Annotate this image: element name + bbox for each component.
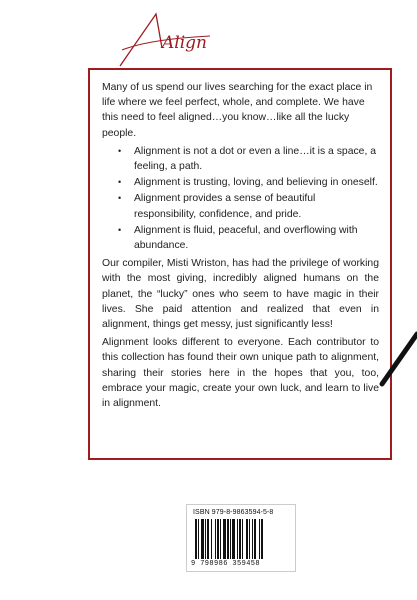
alignment-bullet-list <box>102 144 379 253</box>
closing-paragraph: Alignment looks different to everyone. Each contributor to this collection has found their own unique path to alignment, sharing their stories here in the hopes that you, too, embrace your magic, create your own luck, and learn to live in alignment. <box>102 337 379 410</box>
isbn-barcode-box <box>186 504 296 572</box>
barcode-bar <box>232 519 235 559</box>
align-logo-graphic <box>112 8 212 70</box>
barcode-bar <box>259 519 260 559</box>
isbn-label: ISBN 979-8-9863594-5-8 <box>193 509 274 516</box>
bullet-text: Alignment is trusting, loving, and believing in oneself. <box>134 177 378 189</box>
barcode-bar <box>220 519 221 559</box>
logo-text: Align <box>162 33 207 53</box>
compiler-paragraph: Our compiler, Misti Wriston, has had the privilege of working with the most giving, incredibly aligned humans on the planet, the “lucky” ones who seem to have magic in their lives. She paid attention and realized that even in alignment, things get messy, just significantly less! <box>102 258 379 331</box>
bullet-text: Alignment is not a dot or even a line…it is a space, a feeling, a path. <box>134 145 377 173</box>
bullet-item <box>118 175 379 190</box>
barcode-bar <box>198 519 199 559</box>
pen-icon <box>376 330 417 390</box>
barcode-bar <box>252 519 253 559</box>
barcode-number: 9 798986 359458 <box>191 560 261 568</box>
barcode-bar <box>230 519 231 559</box>
barcode-bar <box>242 519 243 559</box>
barcode-bar <box>254 519 256 559</box>
blurb-box <box>88 68 392 460</box>
barcode-bar <box>223 519 226 559</box>
barcode-bar <box>207 519 209 559</box>
barcode-bar <box>205 519 206 559</box>
align-logo <box>112 8 212 70</box>
bullet-item <box>118 223 379 253</box>
barcode-bar <box>195 519 197 559</box>
bullet-dot-icon: • <box>118 177 122 188</box>
bullet-dot-icon: • <box>118 145 122 156</box>
bullet-text: Alignment is fluid, peaceful, and overflowing with abundance. <box>134 224 358 252</box>
intro-paragraph: Many of us spend our lives searching for the exact place in life where we feel perfect, whole, and complete. We have this need to feel aligned…you know…like all the lucky people. <box>102 82 373 139</box>
bullet-text: Alignment provides a sense of beautiful responsibility, confidence, and pride. <box>134 193 316 220</box>
bullet-dot-icon: • <box>118 224 122 235</box>
back-cover <box>32 0 390 600</box>
barcode-bar <box>211 519 212 559</box>
barcode-bar <box>239 519 241 559</box>
bullet-dot-icon: • <box>118 193 122 204</box>
barcode-bar <box>201 519 204 559</box>
barcode-bar <box>246 519 248 559</box>
barcode-bar <box>249 519 250 559</box>
barcode-graphic <box>195 519 287 559</box>
bullet-item <box>118 144 379 174</box>
barcode-bar <box>237 519 238 559</box>
bullet-item <box>118 191 379 221</box>
barcode-bar <box>261 519 263 559</box>
barcode-bar <box>227 519 229 559</box>
barcode-bar <box>215 519 216 559</box>
barcode-bar <box>217 519 219 559</box>
